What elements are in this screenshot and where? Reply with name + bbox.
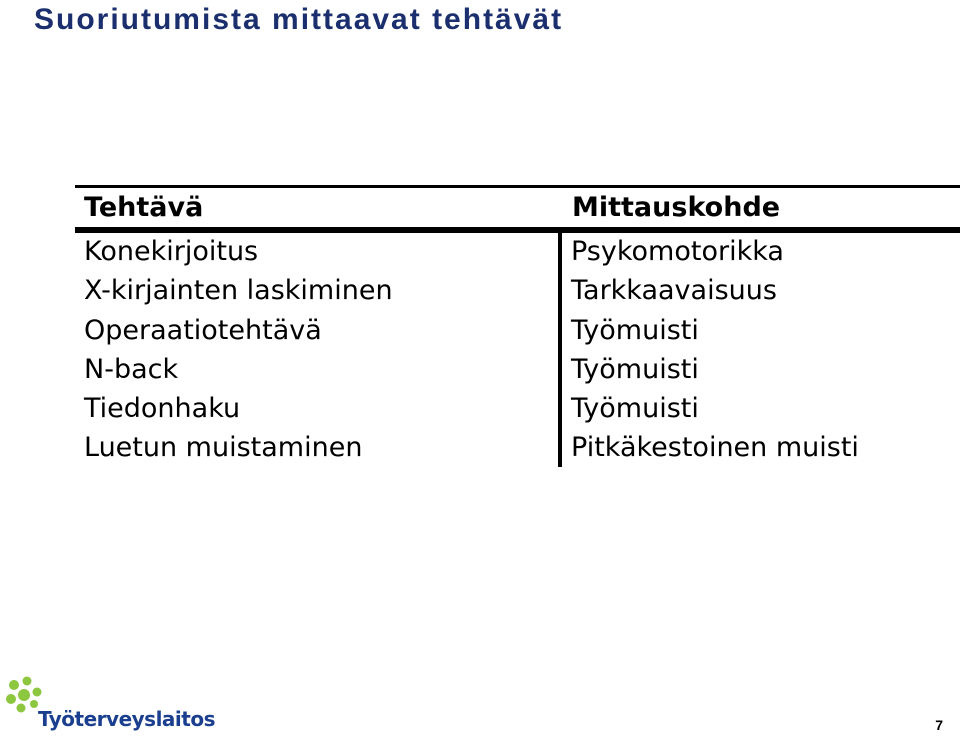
logo-text: Työterveyslaitos — [38, 707, 215, 731]
task-cell: Konekirjoitus — [84, 236, 259, 267]
measure-cell: Työmuisti — [571, 353, 699, 385]
task-column — [84, 232, 393, 468]
task-cell: Tiedonhaku — [84, 393, 241, 425]
measure-column — [571, 232, 859, 468]
measure-cell: Tarkkaavaisuus — [571, 275, 777, 307]
organization-logo — [4, 675, 215, 737]
task-cell: Luetun muistaminen — [84, 432, 363, 464]
task-cell: Operaatiotehtävä — [84, 314, 322, 346]
task-cell: N-back — [84, 353, 179, 385]
header-task: Tehtävä — [84, 192, 204, 223]
page-number: 7 — [935, 717, 943, 733]
measure-cell: Työmuisti — [571, 393, 699, 425]
measure-cell: Pitkäkestoinen muisti — [571, 432, 859, 464]
table-top-rule — [75, 185, 960, 188]
measure-cell: Työmuisti — [571, 314, 699, 346]
task-cell: X-kirjainten laskiminen — [84, 275, 393, 307]
measure-cell: Psykomotorikka — [571, 236, 784, 267]
table-column-divider — [558, 230, 562, 467]
task-table — [75, 185, 960, 470]
slide-title: Suoriutumista mittaavat tehtävät — [34, 3, 564, 36]
header-measure: Mittauskohde — [572, 192, 781, 223]
